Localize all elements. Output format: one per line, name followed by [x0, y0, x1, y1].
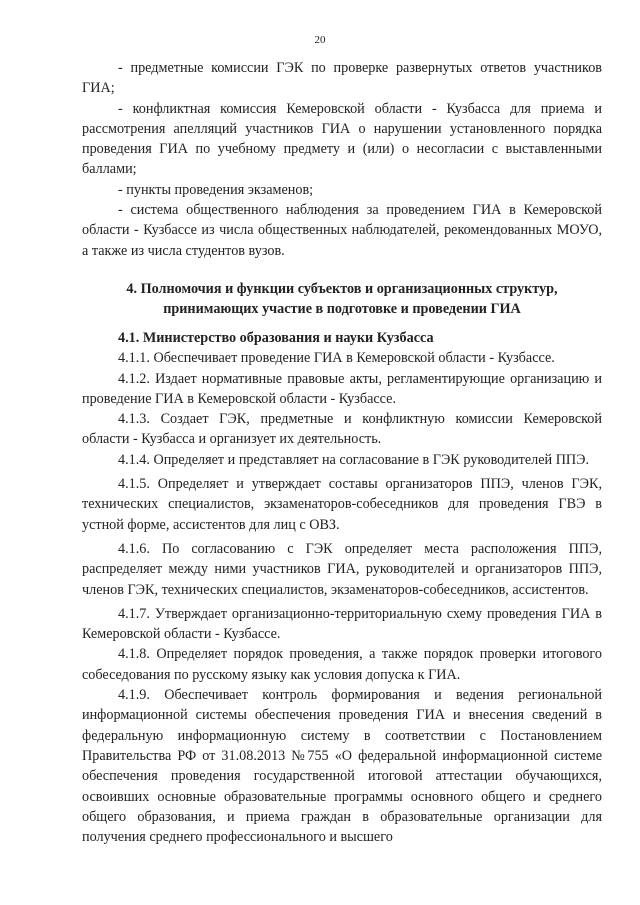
paragraph-item: 4.1.3. Создает ГЭК, предметные и конфликтную комиссии Кемеровской области - Кузбасса и организует их деятельность. — [82, 411, 602, 448]
document-body — [82, 58, 602, 847]
section-heading — [82, 279, 602, 320]
paragraph-item: 4.1.9. Обеспечивает контроль формирования и ведения региональной информационной системы обеспечения проведения ГИА и внесения сведений в федеральную информационную систему в соответствии с Постановлением Правительства РФ от 31.08.2013 №755 «О федеральной информационной системе обеспечения проведения государственной итоговой аттестации обучающихся, освоивших основные образовательные программы основного общего и среднего общего образования, и приема граждан в образовательные организации для получения среднего профессионального и высшего — [82, 687, 602, 846]
paragraph-item: 4.1.2. Издает нормативные правовые акты, регламентирующие организацию и проведение ГИА в Кемеровской области - Кузбассе. — [82, 370, 602, 407]
bullet-item: - предметные комиссии ГЭК по проверке развернутых ответов участников ГИА; — [82, 60, 602, 97]
paragraph-item: 4.1.6. По согласованию с ГЭК определяет места расположения ППЭ, распределяет между ними участников ГИА, руководителей и организаторов ППЭ, членов ГЭК, технических специалистов, экзаменаторов-собеседников, ассистентов. — [82, 540, 602, 598]
paragraph-item: 4.1.5. Определяет и утверждает составы организаторов ППЭ, членов ГЭК, технических специалистов, экзаменаторов-собеседников для проведения ГВЭ в устной форме, ассистентов для лиц с ОВЗ. — [82, 476, 602, 533]
section-heading-line: принимающих участие в подготовке и проведении ГИА — [163, 301, 521, 318]
bullet-item: - пункты проведения экзаменов; — [118, 181, 314, 198]
paragraph-item: 4.1.7. Утверждает организационно-территориальную схему проведения ГИА в Кемеровской области - Кузбассе. — [82, 605, 602, 643]
paragraph-item: 4.1.1. Обеспечивает проведение ГИА в Кемеровской области - Кузбассе. — [118, 350, 555, 367]
subsection-heading: 4.1. Министерство образования и науки Кузбасса — [118, 329, 434, 346]
paragraph-item: 4.1.4. Определяет и представляет на согласование в ГЭК руководителей ППЭ. — [118, 451, 590, 468]
paragraph-item: 4.1.8. Определяет порядок проведения, а также порядок проверки итогового собеседования по русскому языку как условия допуска к ГИА. — [82, 646, 602, 683]
section-heading-line: 4. Полномочия и функции субъектов и организационных структур, — [126, 280, 558, 297]
page-number: 20 — [314, 34, 326, 46]
bullet-item: - система общественного наблюдения за проведением ГИА в Кемеровской области - Кузбассе из числа общественных наблюдателей, рекомендованных МОУО, а также из числа студентов вузов. — [82, 202, 602, 259]
bullet-item: - конфликтная комиссия Кемеровской области - Кузбасса для приема и рассмотрения апелляций участников ГИА о нарушении установленного порядка проведения ГИА по учебному предмету и (или) о несогласии с выставленными баллами; — [82, 100, 602, 178]
